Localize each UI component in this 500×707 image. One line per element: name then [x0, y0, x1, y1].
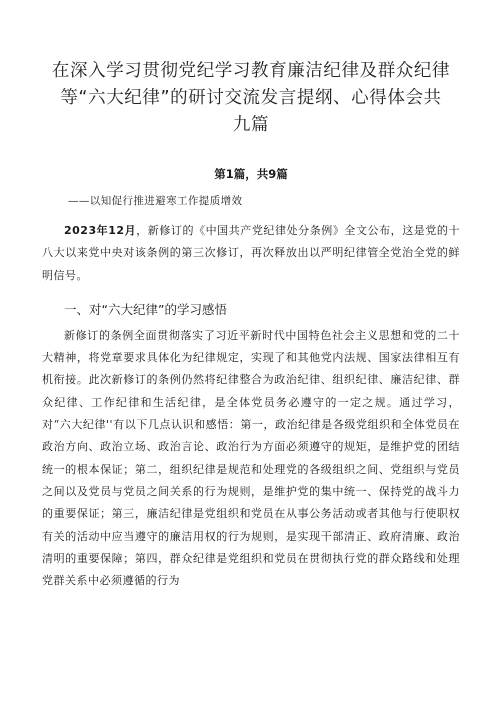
intro-paragraph — [42, 220, 460, 287]
body-paragraph: 新修订的条例全面贯彻落实了习近平新时代中国特色社会主义思想和党的二十大精神，将党章要求具体化为纪律规定，实现了和其他党内法规、国家法律相互有机衔接。此次新修订的条例仍然将纪律整合为政治纪律、组织纪律、廉洁纪律、群众纪律、工作纪律和生活纪律，是全体党员务必遵守的一定之规。通过学习，对“六大纪律''有以下几点认识和感悟：第一，政治纪律是各级党组织和全体党员在政治方向、政治立场、政治言论、政治行为方面必须遵守的规矩，是维护党的团结统一的根本保证；第二，组织纪律是规范和处理党的各级组织之间、党组织与党员之间以及党员与党员之间关系的行为规则，是维护党的集中统一、保持党的战斗力的重要保证；第三，廉洁纪律是党组织和党员在从事公务活动或者其他与行使职权有关的活动中应当遵守的廉洁用权的行为规则，是实现干部清正、政府清廉、政治清明的重要保障；第四，群众纪律是党组织和党员在贯彻执行党的群众路线和处理党群关系中必须遵循的行为 — [42, 328, 460, 588]
document-subtitle: ——以知促行推进避寒工作提质增效 — [68, 195, 243, 207]
document-title — [42, 58, 460, 139]
section-heading: 一、对“六大纪律”的学习感悟 — [64, 301, 227, 317]
title-line-3: 九篇 — [232, 115, 270, 135]
title-line-1: 在深入学习贯彻党纪学习教育廉洁纪律及群众纪律 — [51, 61, 451, 81]
title-line-2: 等“六大纪律”的研讨交流发言提纲、心得体会共 — [60, 88, 442, 108]
intro-date: 2023年12月 — [64, 224, 137, 237]
chapter-label: 第1篇，共9篇 — [214, 167, 288, 181]
intro-text: ，新修订的《中国共产党纪律处分条例》全文公布，这是党的十八大以来党中央对该条例的第三次修订，再次释放出以严明纪律管全党治全党的鲜明信号。 — [42, 224, 460, 282]
